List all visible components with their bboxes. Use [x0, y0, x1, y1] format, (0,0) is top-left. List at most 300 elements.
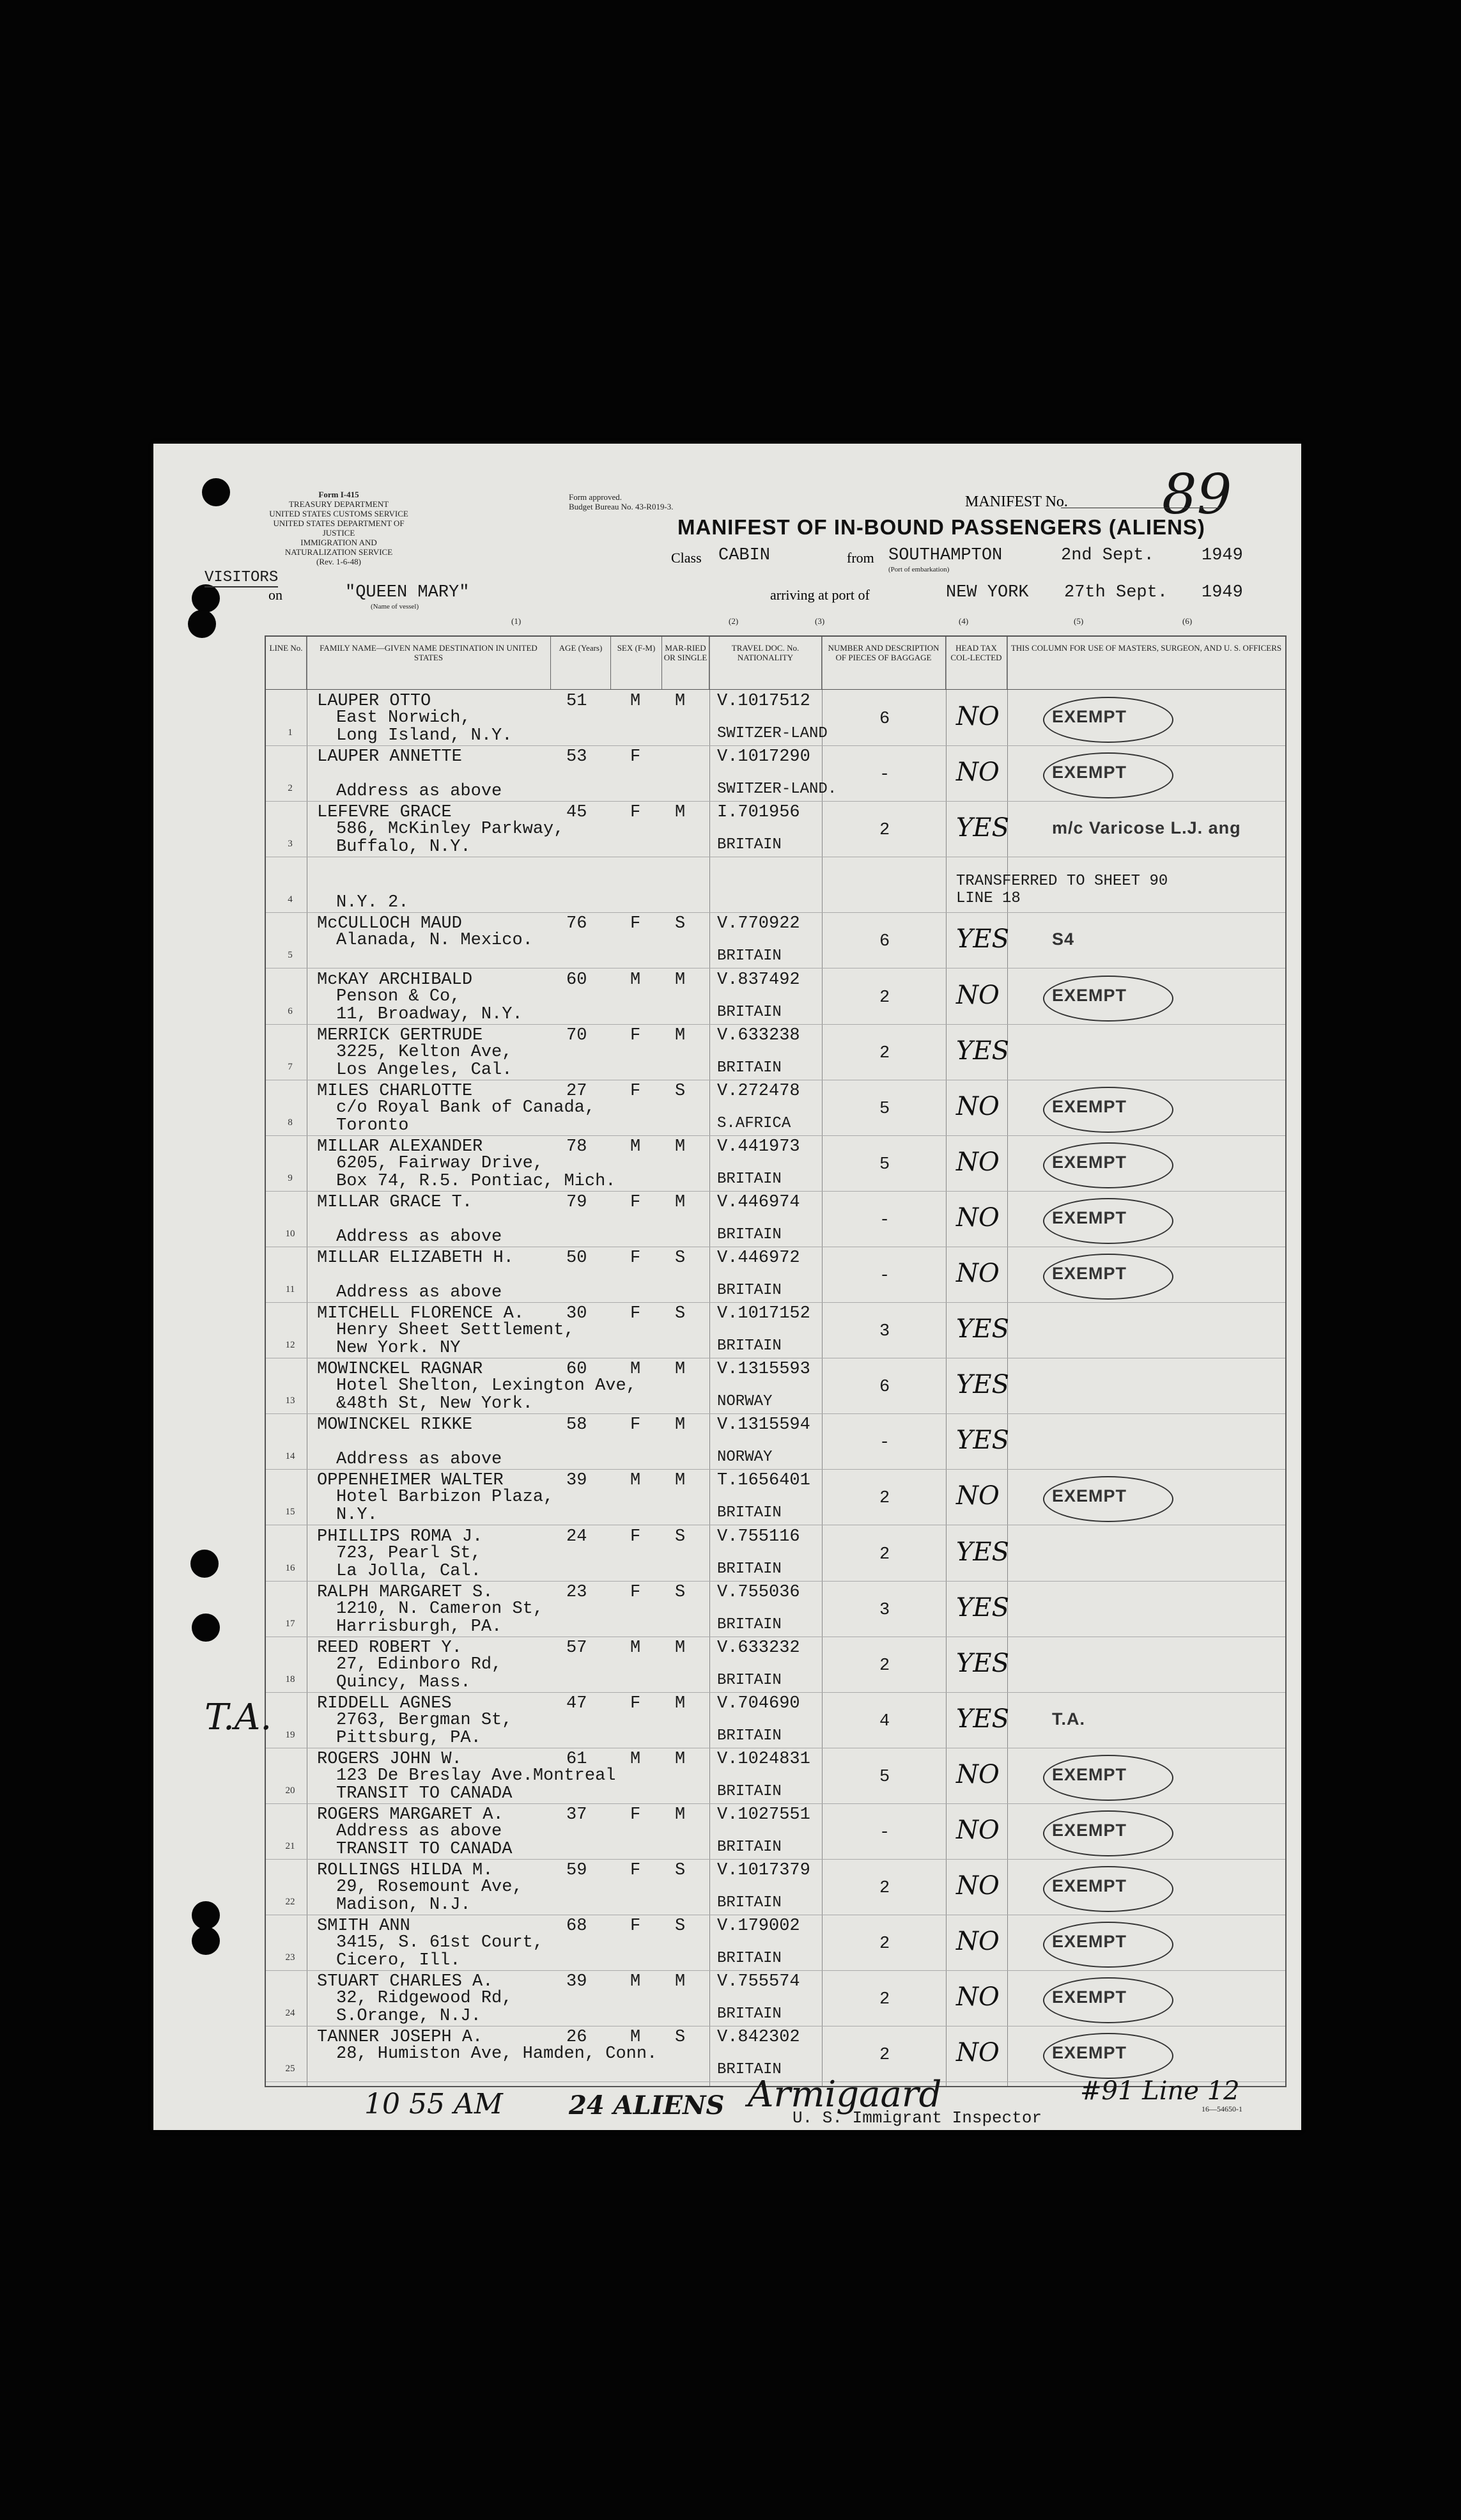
- table-row: [266, 802, 1285, 857]
- destination-line-2: Box 74, R.5. Pontiac, Mich.: [336, 1171, 616, 1191]
- marital-status: S: [675, 1861, 686, 1881]
- officer-note: EXEMPT: [1052, 1097, 1127, 1117]
- age-value: 50: [566, 1248, 587, 1268]
- nationality: BRITAIN: [717, 1615, 782, 1633]
- baggage-count: 5: [879, 1767, 890, 1787]
- nationality: BRITAIN: [717, 947, 782, 965]
- sex-value: F: [630, 1248, 641, 1268]
- travel-doc-number: V.1017512: [717, 692, 810, 711]
- destination-line-2: TRANSIT TO CANADA: [336, 1784, 513, 1803]
- passenger-name: MILLAR ELIZABETH H.: [317, 1248, 514, 1268]
- form-header-left: [268, 490, 409, 566]
- passenger-name: RALPH MARGARET S.: [317, 1582, 493, 1602]
- age-value: 53: [566, 747, 587, 767]
- age-value: 79: [566, 1192, 587, 1212]
- destination-line-1: Hotel Shelton, Lexington Ave,: [336, 1376, 637, 1396]
- passenger-name: RIDDELL AGNES: [317, 1693, 452, 1713]
- officer-note: m/c Varicose L.J. ang: [1052, 818, 1241, 838]
- marital-status: M: [675, 1137, 686, 1156]
- destination-line-2: Harrisburgh, PA.: [336, 1617, 502, 1637]
- officer-note: EXEMPT: [1052, 986, 1127, 1006]
- manifest-page: [153, 444, 1301, 2130]
- destination-line-2: Toronto: [336, 1116, 409, 1135]
- officer-note: EXEMPT: [1052, 2043, 1127, 2063]
- baggage-count: 6: [879, 932, 890, 952]
- table-row: [266, 1303, 1285, 1358]
- aliens-count: 24 ALIENS: [569, 2090, 725, 2120]
- exempt-stamp-circle: [1043, 1476, 1173, 1522]
- nationality: BRITAIN: [717, 1950, 782, 1968]
- passenger-name: MILLAR ALEXANDER: [317, 1137, 483, 1156]
- age-value: 68: [566, 1917, 587, 1936]
- line-number: 10: [285, 1228, 295, 1239]
- visitors-label: VISITORS: [205, 569, 279, 586]
- exempt-stamp-circle: [1043, 2033, 1173, 2079]
- travel-doc-number: V.446972: [717, 1248, 800, 1268]
- travel-doc-number: V.704690: [717, 1693, 800, 1713]
- head-tax-value: NO: [956, 702, 1000, 731]
- exempt-stamp-circle: [1043, 1198, 1173, 1244]
- destination-line-1: 3225, Kelton Ave,: [336, 1042, 513, 1062]
- destination-line-1: c/o Royal Bank of Canada,: [336, 1098, 596, 1117]
- marital-status: S: [675, 1081, 686, 1101]
- baggage-count: -: [879, 1433, 890, 1453]
- passenger-name: TANNER JOSEPH A.: [317, 2028, 483, 2048]
- table-row: [266, 1693, 1285, 1748]
- baggage-count: -: [879, 1210, 890, 1230]
- sex-value: F: [630, 1192, 641, 1212]
- line-number: 25: [285, 2064, 295, 2074]
- destination-line-2: &48th St, New York.: [336, 1394, 533, 1414]
- age-value: 51: [566, 692, 587, 711]
- from-port: SOUTHAMPTON: [888, 546, 1003, 565]
- line-number: 2: [288, 783, 293, 794]
- officer-note: EXEMPT: [1052, 1153, 1127, 1172]
- destination-line-1: Alanada, N. Mexico.: [336, 931, 533, 951]
- nationality: BRITAIN: [717, 1560, 782, 1578]
- nationality: S.AFRICA: [717, 1114, 791, 1132]
- nationality: BRITAIN: [717, 2005, 782, 2023]
- nationality: NORWAY: [717, 1393, 773, 1411]
- baggage-count: -: [879, 1823, 890, 1842]
- officer-note: EXEMPT: [1052, 707, 1127, 727]
- nationality: NORWAY: [717, 1449, 773, 1466]
- destination-line-1: 27, Edinboro Rd,: [336, 1654, 502, 1674]
- marital-status: M: [675, 803, 686, 823]
- head-tax-value: NO: [956, 1259, 1000, 1288]
- marital-status: S: [675, 1917, 686, 1936]
- header-married: MAR-RIED OR SINGLE: [662, 637, 709, 689]
- table-row: [266, 1637, 1285, 1693]
- punch-hole: [192, 1901, 220, 1929]
- age-value: 30: [566, 1304, 587, 1324]
- marital-status: M: [675, 970, 686, 990]
- arrive-date: 27th Sept.: [1064, 583, 1168, 602]
- officer-note: EXEMPT: [1052, 1876, 1127, 1896]
- head-tax-value: NO: [956, 1481, 1000, 1511]
- table-row: [266, 1470, 1285, 1525]
- manifest-title: MANIFEST OF IN-BOUND PASSENGERS (ALIENS): [677, 515, 1205, 539]
- sex-value: F: [630, 1304, 641, 1324]
- marital-status: M: [675, 1471, 686, 1491]
- passenger-name: ROGERS JOHN W.: [317, 1749, 462, 1769]
- destination-line-1: 586, McKinley Parkway,: [336, 820, 564, 839]
- table-row: [266, 1025, 1285, 1080]
- travel-doc-number: V.272478: [717, 1081, 800, 1101]
- head-tax-value: NO: [956, 1759, 1000, 1789]
- vessel-name: "QUEEN MARY": [345, 583, 470, 602]
- line-number: 22: [285, 1897, 295, 1908]
- sex-value: M: [630, 1360, 641, 1380]
- age-value: 23: [566, 1582, 587, 1602]
- destination-line-2: Quincy, Mass.: [336, 1672, 471, 1692]
- age-value: 70: [566, 1025, 587, 1045]
- nationality: BRITAIN: [717, 1003, 782, 1021]
- form-approval: [569, 492, 735, 511]
- travel-doc-number: T.1656401: [717, 1471, 810, 1491]
- exempt-stamp-circle: [1043, 752, 1173, 798]
- nationality: BRITAIN: [717, 1282, 782, 1299]
- sex-value: F: [630, 1861, 641, 1881]
- customs-label: UNITED STATES CUSTOMS SERVICE: [269, 509, 408, 518]
- age-value: 60: [566, 970, 587, 990]
- header-officers: THIS COLUMN FOR USE OF MASTERS, SURGEON, AND U. S. OFFICERS: [1010, 643, 1282, 653]
- baggage-count: 5: [879, 1099, 890, 1119]
- baggage-count: 2: [879, 988, 890, 1007]
- baggage-count: 2: [879, 1043, 890, 1063]
- head-tax-value: NO: [956, 1091, 1000, 1121]
- col-num-1: (1): [511, 616, 522, 626]
- passenger-name: McCULLOCH MAUD: [317, 914, 462, 934]
- passenger-name: OPPENHEIMER WALTER: [317, 1471, 504, 1491]
- sex-value: M: [630, 2028, 641, 2048]
- line-number: 6: [288, 1006, 293, 1016]
- port-embark-note: (Port of embarkation): [888, 566, 950, 573]
- destination-line-2: S.Orange, N.J.: [336, 2007, 481, 2026]
- baggage-count: 2: [879, 1934, 890, 1954]
- marital-status: M: [675, 1972, 686, 1992]
- baggage-count: 2: [879, 2046, 890, 2065]
- head-tax-value: YES: [956, 1592, 1010, 1622]
- justice-label: UNITED STATES DEPARTMENT OF JUSTICE: [273, 518, 405, 538]
- marital-status: M: [675, 1360, 686, 1380]
- line-number: 19: [285, 1729, 295, 1740]
- destination-line-2: La Jolla, Cal.: [336, 1561, 481, 1581]
- travel-doc-number: V.755574: [717, 1972, 800, 1992]
- exempt-stamp-circle: [1043, 1922, 1173, 1968]
- inspector-signature: Armigaard: [748, 2074, 942, 2115]
- head-tax-value: NO: [956, 758, 1000, 788]
- travel-doc-number: V.1017152: [717, 1304, 810, 1324]
- destination-line-1: 1210, N. Cameron St,: [336, 1599, 544, 1619]
- table-row: [266, 1358, 1285, 1414]
- marital-status: M: [675, 1415, 686, 1435]
- line-number: 8: [288, 1117, 293, 1128]
- header-rule: [266, 689, 1285, 690]
- table-row: [266, 1915, 1285, 1971]
- sex-value: F: [630, 1415, 641, 1435]
- head-tax-value: NO: [956, 1147, 1000, 1177]
- class-value: CABIN: [718, 546, 771, 565]
- age-value: 78: [566, 1137, 587, 1156]
- destination-line-2: N.Y. 2.: [336, 893, 409, 913]
- sex-value: F: [630, 1527, 641, 1546]
- header-name: FAMILY NAME—GIVEN NAME DESTINATION IN UNITED STATES: [307, 637, 551, 689]
- table-row: [266, 857, 1285, 913]
- destination-line-1: 3415, S. 61st Court,: [336, 1933, 544, 1953]
- age-value: 45: [566, 803, 587, 823]
- line-number: 24: [285, 2008, 295, 2019]
- treasury-label: TREASURY DEPARTMENT: [288, 499, 389, 509]
- head-tax-value: TRANSFERRED TO SHEET 90 LINE 18: [956, 873, 1168, 908]
- nationality: BRITAIN: [717, 1337, 782, 1355]
- header-line: LINE No.: [266, 637, 307, 689]
- head-tax-value: YES: [956, 1036, 1010, 1066]
- sex-value: F: [630, 1582, 641, 1602]
- from-date: 2nd Sept.: [1061, 546, 1154, 565]
- head-tax-value: YES: [956, 1537, 1010, 1567]
- table-row: [266, 746, 1285, 802]
- sex-value: M: [630, 1137, 641, 1156]
- officer-note: EXEMPT: [1052, 1821, 1127, 1840]
- col-num-6: (6): [1182, 616, 1193, 626]
- exempt-stamp-circle: [1043, 976, 1173, 1022]
- head-tax-value: NO: [956, 1927, 1000, 1957]
- marital-status: S: [675, 1582, 686, 1602]
- head-tax-value: YES: [956, 813, 1010, 843]
- budget-label: Budget Bureau No. 43-R019-3.: [569, 502, 674, 511]
- travel-doc-number: V.1027551: [717, 1805, 810, 1824]
- passenger-name: SMITH ANN: [317, 1917, 410, 1936]
- age-value: 26: [566, 2028, 587, 2048]
- line-number: 5: [288, 950, 293, 961]
- head-tax-value: NO: [956, 2038, 1000, 2068]
- passenger-name: STUART CHARLES A.: [317, 1972, 493, 1992]
- baggage-count: 6: [879, 1378, 890, 1397]
- destination-line-2: 11, Broadway, N.Y.: [336, 1004, 523, 1024]
- travel-doc-number: V.633238: [717, 1025, 800, 1045]
- baggage-count: -: [879, 1266, 890, 1286]
- marital-status: S: [675, 2028, 686, 2048]
- age-value: 24: [566, 1527, 587, 1546]
- age-value: 61: [566, 1749, 587, 1769]
- arriving-label: arriving at port of: [770, 587, 870, 603]
- head-tax-value: NO: [956, 1982, 1000, 2012]
- sex-value: M: [630, 692, 641, 711]
- destination-line-1: East Norwich,: [336, 708, 471, 727]
- destination-line-2: Long Island, N.Y.: [336, 726, 513, 745]
- line-number: 13: [285, 1396, 295, 1406]
- passenger-name: McKAY ARCHIBALD: [317, 970, 473, 990]
- travel-doc-number: V.441973: [717, 1137, 800, 1156]
- table-row: [266, 969, 1285, 1025]
- marital-status: M: [675, 1025, 686, 1045]
- baggage-count: 2: [879, 1879, 890, 1899]
- nationality: SWITZER-LAND: [717, 725, 828, 742]
- punch-hole: [202, 478, 230, 506]
- head-tax-value: NO: [956, 1816, 1000, 1845]
- from-label: from: [847, 550, 874, 566]
- baggage-count: 5: [879, 1155, 890, 1174]
- table-row: [266, 913, 1285, 968]
- sex-value: F: [630, 914, 641, 934]
- officer-note: EXEMPT: [1052, 1264, 1127, 1284]
- travel-doc-number: V.179002: [717, 1917, 800, 1936]
- nationality: SWITZER-LAND.: [717, 781, 837, 798]
- punch-hole: [192, 1614, 220, 1642]
- destination-line-1: 2763, Bergman St,: [336, 1710, 513, 1730]
- age-value: 37: [566, 1805, 587, 1824]
- class-label: Class: [671, 550, 702, 566]
- travel-doc-number: V.1017290: [717, 747, 810, 767]
- nationality: BRITAIN: [717, 836, 782, 854]
- nationality: BRITAIN: [717, 1225, 782, 1243]
- destination-line-2: Madison, N.J.: [336, 1895, 471, 1915]
- destination-line-2: Pittsburg, PA.: [336, 1728, 481, 1748]
- nationality: BRITAIN: [717, 1671, 782, 1689]
- destination-line-2: Address as above: [336, 1450, 502, 1470]
- marital-status: M: [675, 1638, 686, 1658]
- destination-line-1: Hotel Barbizon Plaza,: [336, 1488, 554, 1507]
- baggage-count: 2: [879, 1544, 890, 1564]
- nationality: BRITAIN: [717, 1839, 782, 1856]
- officer-note: EXEMPT: [1052, 1932, 1127, 1952]
- baggage-count: 2: [879, 1990, 890, 2010]
- officer-note: EXEMPT: [1052, 1987, 1127, 2007]
- passenger-name: MOWINCKEL RIKKE: [317, 1415, 473, 1435]
- line-number: 17: [285, 1618, 295, 1629]
- header-baggage: NUMBER AND DESCRIPTION OF PIECES OF BAGGAGE: [822, 637, 946, 689]
- head-tax-value: YES: [956, 924, 1010, 954]
- destination-line-2: Los Angeles, Cal.: [336, 1060, 513, 1080]
- line-number: 9: [288, 1172, 293, 1183]
- nationality: BRITAIN: [717, 1504, 782, 1522]
- from-year: 1949: [1202, 546, 1243, 565]
- head-tax-value: YES: [956, 1704, 1010, 1734]
- manifest-no-label: MANIFEST No.: [965, 494, 1068, 510]
- marital-status: M: [675, 1805, 686, 1824]
- marital-status: S: [675, 1527, 686, 1546]
- marital-status: M: [675, 1749, 686, 1769]
- passenger-name: LEFEVRE GRACE: [317, 803, 452, 823]
- table-row: [266, 1971, 1285, 2026]
- line-number: 11: [285, 1284, 295, 1295]
- head-tax-value: NO: [956, 980, 1000, 1010]
- col-num-5: (5): [1074, 616, 1084, 626]
- destination-line-2: Cicero, Ill.: [336, 1951, 461, 1971]
- header-travel-doc: TRAVEL DOC. No. NATIONALITY: [709, 637, 822, 689]
- sex-value: F: [630, 1025, 641, 1045]
- table-row: [266, 1526, 1285, 1582]
- line-number: 7: [288, 1061, 293, 1072]
- table-row: [266, 1860, 1285, 1915]
- table-row: [266, 1192, 1285, 1247]
- table-row: [266, 690, 1285, 746]
- destination-line-1: 32, Ridgewood Rd,: [336, 1989, 513, 2009]
- exempt-stamp-circle: [1043, 1142, 1173, 1188]
- exempt-stamp-circle: [1043, 1755, 1173, 1801]
- baggage-count: 3: [879, 1600, 890, 1620]
- passenger-name: MILES CHARLOTTE: [317, 1081, 473, 1101]
- approved-label: Form approved.: [569, 492, 622, 502]
- line-number: 12: [285, 1340, 295, 1351]
- destination-line-1: Penson & Co,: [336, 986, 461, 1006]
- destination-line-2: Buffalo, N.Y.: [336, 837, 471, 857]
- destination-line-2: TRANSIT TO CANADA: [336, 1840, 513, 1859]
- head-tax-value: YES: [956, 1648, 1010, 1678]
- baggage-count: 3: [879, 1322, 890, 1342]
- sex-value: M: [630, 970, 641, 990]
- passenger-table: [265, 635, 1287, 2087]
- travel-doc-number: V.1017379: [717, 1861, 810, 1881]
- sex-value: M: [630, 1471, 641, 1491]
- punch-hole: [190, 1550, 219, 1578]
- table-row: [266, 1748, 1285, 1804]
- exempt-stamp-circle: [1043, 1254, 1173, 1300]
- officer-note: S4: [1052, 929, 1075, 949]
- punch-hole: [192, 1927, 220, 1955]
- line-number: 14: [285, 1451, 295, 1462]
- table-row: [266, 1582, 1285, 1637]
- destination-line-1: Address as above: [336, 1822, 502, 1841]
- baggage-count: 2: [879, 1656, 890, 1676]
- signature-note: #91 Line 12: [1080, 2076, 1240, 2106]
- travel-doc-number: V.633232: [717, 1638, 800, 1658]
- line-number: 4: [288, 894, 293, 905]
- manifest-number: 89: [1162, 463, 1232, 527]
- line-number: 15: [285, 1507, 295, 1518]
- line-number: 23: [285, 1952, 295, 1963]
- sex-value: M: [630, 1749, 641, 1769]
- age-value: 39: [566, 1471, 587, 1491]
- destination-line-1: 28, Humiston Ave, Hamden, Conn.: [336, 2044, 658, 2064]
- header-sex: SEX (F-M): [611, 637, 662, 689]
- age-value: 60: [566, 1360, 587, 1380]
- marital-status: S: [675, 1248, 686, 1268]
- marital-status: M: [675, 1192, 686, 1212]
- travel-doc-number: V.1315593: [717, 1360, 810, 1380]
- destination-line-2: Address as above: [336, 782, 502, 802]
- destination-line-1: 123 De Breslay Ave.Montreal: [336, 1766, 616, 1785]
- head-tax-value: NO: [956, 1871, 1000, 1901]
- exempt-stamp-circle: [1043, 1810, 1173, 1856]
- ins-label: IMMIGRATION AND NATURALIZATION SERVICE: [284, 538, 393, 557]
- form-code: 16—54650-1: [1202, 2104, 1242, 2113]
- officer-note: EXEMPT: [1052, 1765, 1127, 1785]
- head-tax-value: YES: [956, 1314, 1010, 1344]
- header-head-tax: HEAD TAX COL-LECTED: [946, 637, 1007, 689]
- age-value: 39: [566, 1972, 587, 1992]
- nationality: BRITAIN: [717, 1170, 782, 1188]
- sex-value: F: [630, 1805, 641, 1824]
- age-value: 47: [566, 1693, 587, 1713]
- travel-doc-number: V.837492: [717, 970, 800, 990]
- passenger-name: REED ROBERT Y.: [317, 1638, 462, 1658]
- marital-status: S: [675, 914, 686, 934]
- col-num-3: (3): [815, 616, 825, 626]
- head-tax-value: YES: [956, 1370, 1010, 1400]
- nationality: BRITAIN: [717, 1059, 782, 1077]
- age-value: 57: [566, 1638, 587, 1658]
- sex-value: F: [630, 747, 641, 767]
- line-number: 16: [285, 1562, 295, 1573]
- table-row: [266, 1080, 1285, 1136]
- sex-value: F: [630, 1081, 641, 1101]
- line-number: 20: [285, 1785, 295, 1796]
- baggage-count: 2: [879, 1489, 890, 1509]
- col-num-4: (4): [959, 616, 969, 626]
- nationality: BRITAIN: [717, 1894, 782, 1912]
